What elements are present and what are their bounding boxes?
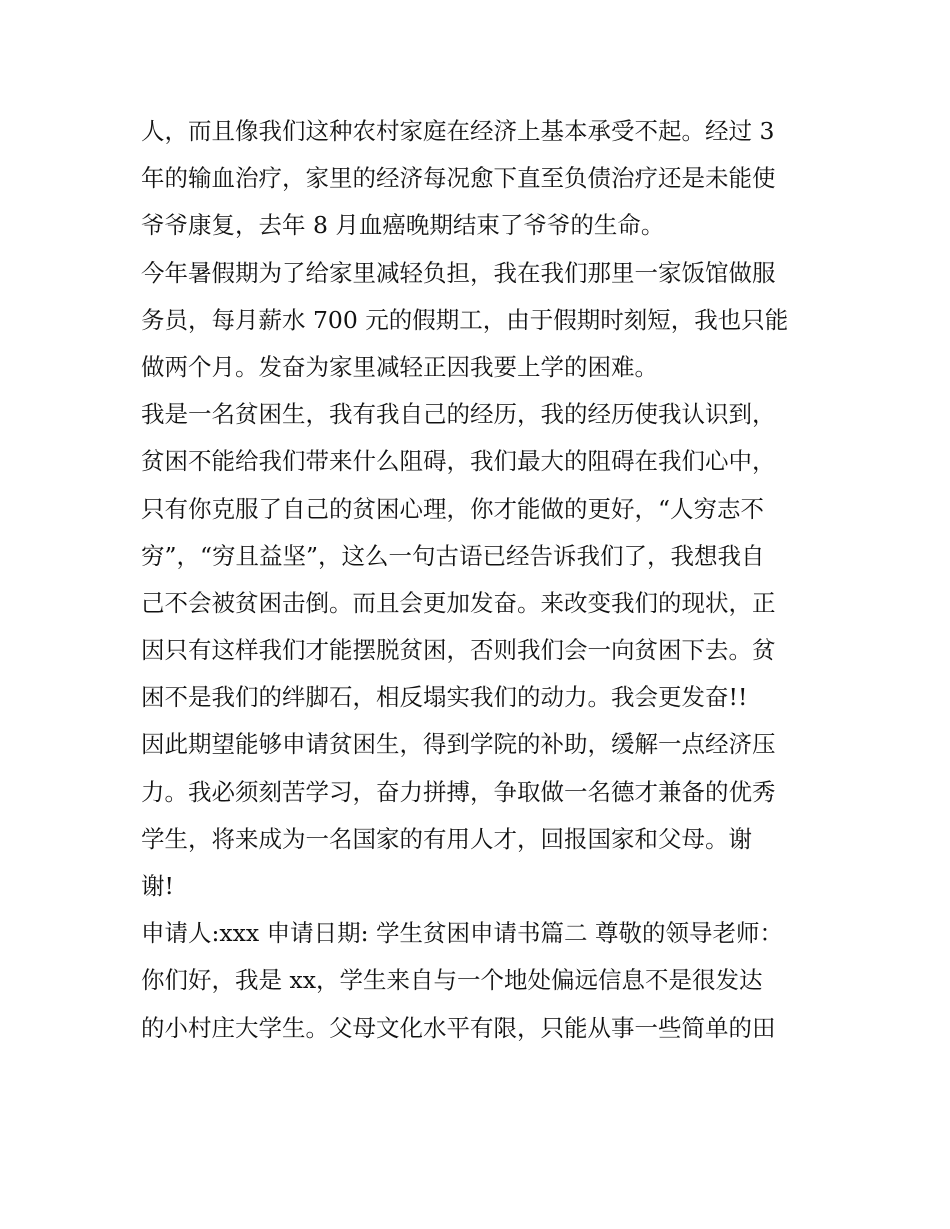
text-line-3: 爷爷康复，去年 8 月血癌晚期结束了爷爷的生命。 [141, 211, 665, 240]
text-line-9: 只有你克服了自己的贫困心理，你才能做的更好，“人穷志不 [141, 494, 765, 523]
text-line-1: 人，而且像我们这种农村家庭在经济上基本承受不起。经过 3 [141, 117, 775, 145]
text-line-18: 申请人:xxx 申请日期: 学生贫困申请书篇二 尊敬的领导老师： [141, 919, 784, 948]
text-line-13: 困不是我们的绊脚石，相反塌实我们的动力。我会更发奋!! [141, 683, 748, 712]
text-line-20: 的小村庄大学生。父母文化水平有限，只能从事一些简单的田 [141, 1013, 776, 1042]
text-line-16: 学生，将来成为一名国家的有用人才，回报国家和父母。谢 [141, 824, 752, 853]
text-line-8: 贫困不能给我们带来什么阻碍，我们最大的阻碍在我们心中， [141, 447, 776, 476]
text-line-12: 因只有这样我们才能摆脱贫困，否则我们会一向贫困下去。贫 [141, 636, 776, 665]
text-line-7: 我是一名贫困生，我有我自己的经历，我的经历使我认识到， [141, 400, 776, 429]
text-line-14: 因此期望能够申请贫困生，得到学院的补助，缓解一点经济压 [141, 730, 776, 759]
text-line-5: 务员，每月薪水 700 元的假期工，由于假期时刻短，我也只能 [141, 305, 789, 334]
text-line-17: 谢! [141, 872, 174, 900]
text-line-11: 己不会被贫困击倒。而且会更加发奋。来改变我们的现状，正 [141, 588, 776, 617]
text-line-6: 做两个月。发奋为家里减轻正因我要上学的困难。 [141, 352, 658, 381]
document-body [141, 108, 821, 1052]
text-line-2: 年的输血治疗，家里的经济每况愈下直至负债治疗还是未能使 [141, 164, 776, 193]
text-line-4: 今年暑假期为了给家里减轻负担，我在我们那里一家饭馆做服 [141, 258, 776, 287]
text-line-10: 穷”，“穷且益坚”，这么一句古语已经告诉我们了，我想我自 [141, 541, 765, 570]
text-line-15: 力。我必须刻苦学习，奋力拼搏，争取做一名德才兼备的优秀 [141, 777, 776, 806]
text-line-19: 你们好，我是 xx，学生来自与一个地处偏远信息不是很发达 [141, 966, 763, 995]
